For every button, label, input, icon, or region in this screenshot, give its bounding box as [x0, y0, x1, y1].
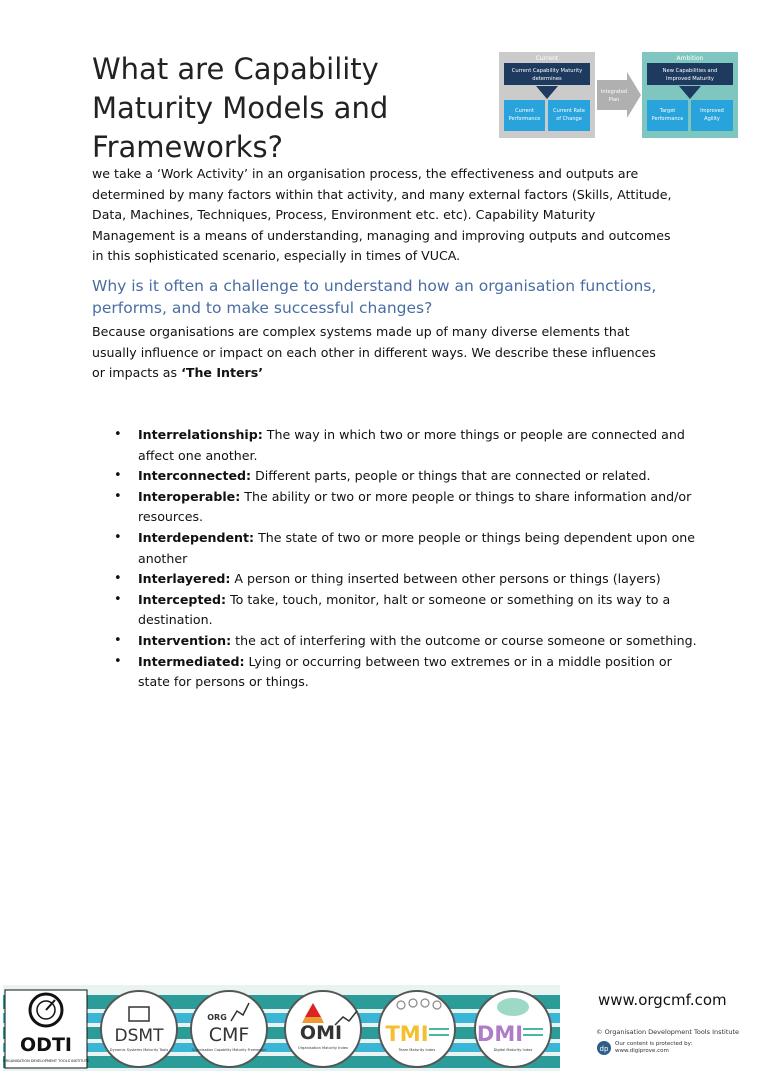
website-link[interactable]: www.orgcmf.com	[598, 991, 727, 1009]
svg-text:New Capabilities and: New Capabilities and	[662, 68, 718, 74]
section-body	[92, 322, 672, 384]
svg-text:Improved: Improved	[700, 108, 724, 114]
list-item-term: Intermediated:	[138, 653, 245, 669]
svg-text:TMI: TMI	[385, 1022, 429, 1046]
svg-text:ODTI: ODTI	[20, 1034, 72, 1056]
digiprove-badge[interactable]	[596, 1040, 746, 1058]
list-item-def: The ability or two or more people or things to share information and/or resources.	[138, 488, 692, 525]
svg-text:Agility: Agility	[704, 116, 720, 122]
orgcmf-logo	[191, 991, 267, 1067]
page-title: What are Capability Maturity Models and Frameworks?	[92, 52, 389, 164]
list-item-term: Interlayered:	[138, 571, 231, 587]
svg-text:DMI: DMI	[476, 1022, 524, 1046]
svg-text:Plan: Plan	[608, 97, 620, 103]
svg-text:ORGANISATION DEVELOPMENT TOOLS: ORGANISATION DEVELOPMENT TOOLS INSTITUTE	[3, 1059, 90, 1063]
svg-text:OMI: OMI	[299, 1022, 343, 1044]
list-item-def: The state of two or more people or things being dependent upon one another	[138, 529, 696, 566]
list-item-def: To take, touch, monitor, halt or someone or something on its way to a destination.	[138, 591, 671, 628]
section-heading: Why is it often a challenge to understand how an organisation functions, performs, and to make successful changes?	[92, 277, 657, 317]
list-item-term: Interrelationship:	[138, 427, 263, 442]
footer-logo-band	[3, 985, 560, 1071]
svg-text:Target: Target	[659, 108, 676, 114]
omi-logo	[285, 991, 361, 1067]
svg-text:of Change: of Change	[556, 116, 582, 122]
list-item	[138, 652, 698, 693]
svg-text:Integrated: Integrated	[600, 89, 628, 95]
list-item-term: Intervention:	[138, 632, 232, 648]
capability-diagram	[499, 50, 739, 140]
copyright-note: © Organisation Development Tools Institute	[596, 1028, 740, 1036]
svg-text:Performance: Performance	[651, 116, 684, 122]
integrated-plan-arrow	[597, 72, 641, 118]
svg-text:Improved Maturity: Improved Maturity	[666, 76, 714, 82]
list-item	[138, 487, 698, 528]
digiprove-note: Our content is protected by: www.digiprove.com	[615, 1041, 693, 1054]
svg-text:Current: Current	[515, 108, 534, 114]
list-item-def: Different parts, people or things that are connected or related.	[251, 468, 651, 484]
svg-text:Digital Maturity Index: Digital Maturity Index	[493, 1048, 533, 1052]
list-item-def: the act of interfering with the outcome or course someone or something.	[231, 632, 697, 648]
odti-logo	[3, 990, 89, 1068]
list-item-term: Intercepted:	[138, 591, 227, 607]
svg-text:CMF: CMF	[208, 1024, 250, 1046]
list-item	[138, 425, 698, 466]
svg-text:Organisation Capability Maturi: Organisation Capability Maturity Framework	[191, 1048, 267, 1052]
tmi-logo	[379, 991, 455, 1067]
svg-text:Organisation Maturity Index: Organisation Maturity Index	[297, 1046, 349, 1050]
svg-text:Performance: Performance	[508, 116, 541, 122]
list-item	[138, 569, 698, 590]
section-body-bold: ‘The Inters’	[181, 365, 264, 380]
svg-text:Team Maturity Index: Team Maturity Index	[398, 1048, 436, 1052]
dmi-logo	[475, 991, 551, 1067]
svg-text:DSMT: DSMT	[114, 1026, 164, 1046]
list-item-term: Interoperable:	[138, 488, 241, 504]
section-body-text: Because organisations are complex systems made up of many diverse elements that usually influence or impact on each other in different ways. We describe these influences or impacts as	[92, 324, 656, 380]
current-header: Current	[535, 55, 559, 62]
svg-text:ORG: ORG	[207, 1013, 227, 1022]
list-item-def: The way in which two or more things or people are connected and affect one another.	[138, 427, 685, 463]
list-item-term: Interdependent:	[138, 529, 255, 545]
svg-text:dp: dp	[599, 1045, 609, 1053]
list-item-def: A person or thing inserted between other persons or things (layers)	[230, 571, 661, 587]
current-box-line1: Current Capability Maturity	[511, 68, 583, 74]
list-item	[138, 631, 698, 652]
list-item	[138, 466, 698, 487]
list-item-def: Lying or occurring between two extremes or in a middle position or state for persons or things.	[138, 653, 672, 690]
current-box-line2: determines	[532, 76, 562, 82]
dsmt-logo	[101, 991, 177, 1067]
svg-text:Dynamic Systems Maturity Tools: Dynamic Systems Maturity Tools	[109, 1048, 169, 1052]
list-item	[138, 590, 698, 631]
list-item-term: Interconnected:	[138, 468, 252, 484]
intro-paragraph: we take a ‘Work Activity’ in an organisation process, the effectiveness and outputs are determined by many factors within that activity, and many external factors (Skills, Attitude, Data, Machines, Techniques, Process, Environment etc. etc). Capability Maturity Management is a means of understanding, managing and improving outputs and outcomes in this sophisticated scenario, especially in times of VUCA.	[92, 166, 672, 263]
svg-text:Current Rate: Current Rate	[553, 108, 585, 114]
list-item	[138, 528, 698, 569]
digiprove-icon	[596, 1040, 612, 1056]
inters-list	[112, 425, 698, 693]
ambition-header: Ambition	[676, 55, 704, 62]
